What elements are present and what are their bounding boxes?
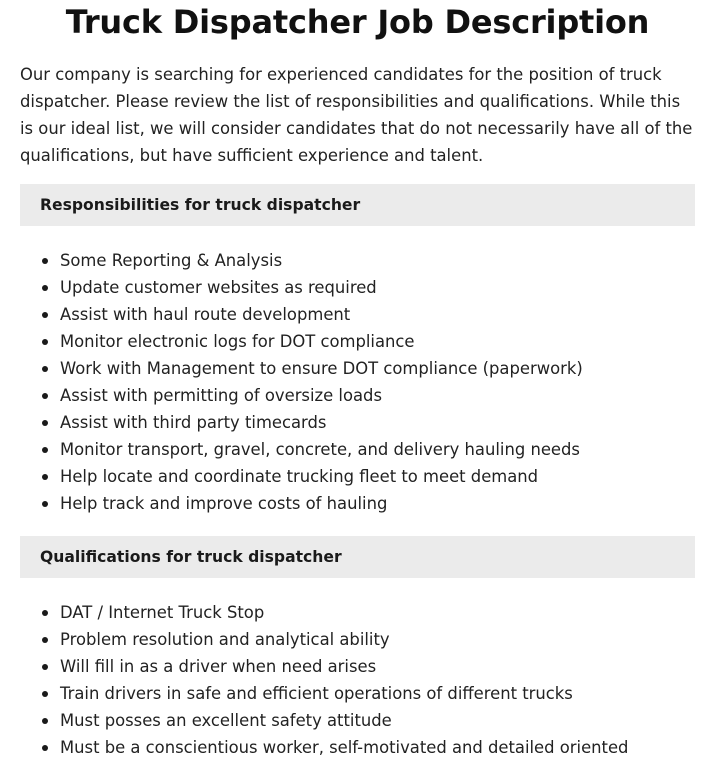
page-title: Truck Dispatcher Job Description xyxy=(65,3,650,41)
list-item xyxy=(20,734,695,761)
bullet-icon xyxy=(42,474,48,480)
list-item-text: Some Reporting & Analysis xyxy=(60,251,283,270)
bullet-icon xyxy=(42,420,48,426)
bullet-icon xyxy=(42,447,48,453)
list-item xyxy=(20,626,695,653)
list-item xyxy=(20,382,695,409)
list-item-text: Must posses an excellent safety attitude xyxy=(60,711,392,730)
list-item xyxy=(20,328,695,355)
list-item-text: Problem resolution and analytical ability xyxy=(60,630,390,649)
list-item xyxy=(20,653,695,680)
bullet-icon xyxy=(42,258,48,264)
list-item-text: Monitor transport, gravel, concrete, and delivery hauling needs xyxy=(60,440,580,459)
list-item xyxy=(20,355,695,382)
list-item xyxy=(20,301,695,328)
bullet-icon xyxy=(42,691,48,697)
list-item xyxy=(20,409,695,436)
list-item-text: Assist with haul route development xyxy=(60,305,351,324)
bullet-icon xyxy=(42,610,48,616)
list-item-text: Update customer websites as required xyxy=(60,278,377,297)
list-item-text: Help locate and coordinate trucking fleet to meet demand xyxy=(60,467,539,486)
bullet-icon xyxy=(42,501,48,507)
list-item-text: Work with Management to ensure DOT compliance (paperwork) xyxy=(60,359,583,378)
bullet-icon xyxy=(42,745,48,751)
list-item xyxy=(20,680,695,707)
responsibilities-list xyxy=(20,247,695,517)
bullet-icon xyxy=(42,664,48,670)
list-item xyxy=(20,274,695,301)
bullet-icon xyxy=(42,285,48,291)
bullet-icon xyxy=(42,366,48,372)
bullet-icon xyxy=(42,393,48,399)
list-item-text: Will fill in as a driver when need arises xyxy=(60,657,377,676)
list-item xyxy=(20,436,695,463)
bullet-icon xyxy=(42,718,48,724)
list-item xyxy=(20,599,695,626)
responsibilities-heading: Responsibilities for truck dispatcher xyxy=(20,184,695,226)
list-item xyxy=(20,490,695,517)
list-item xyxy=(20,247,695,274)
bullet-icon xyxy=(42,339,48,345)
bullet-icon xyxy=(42,637,48,643)
list-item-text: Assist with third party timecards xyxy=(60,413,327,432)
list-item xyxy=(20,463,695,490)
list-item-text: Must be a conscientious worker, self-motivated and detailed oriented xyxy=(60,738,629,757)
list-item-text: Assist with permitting of oversize loads xyxy=(60,386,382,405)
qualifications-list xyxy=(20,599,695,761)
intro-paragraph: Our company is searching for experienced candidates for the position of truck dispatcher. Please review the list of responsibilities and qualifications. While this is our ideal list, we will consider candidates that do not necessarily have all of the qualifications, but have sufficient experience and talent. xyxy=(20,65,693,165)
list-item xyxy=(20,707,695,734)
bullet-icon xyxy=(42,312,48,318)
list-item-text: Monitor electronic logs for DOT compliance xyxy=(60,332,415,351)
qualifications-heading: Qualifications for truck dispatcher xyxy=(20,536,695,578)
list-item-text: DAT / Internet Truck Stop xyxy=(60,603,265,622)
list-item-text: Train drivers in safe and efficient operations of different trucks xyxy=(60,684,573,703)
list-item-text: Help track and improve costs of hauling xyxy=(60,494,388,513)
